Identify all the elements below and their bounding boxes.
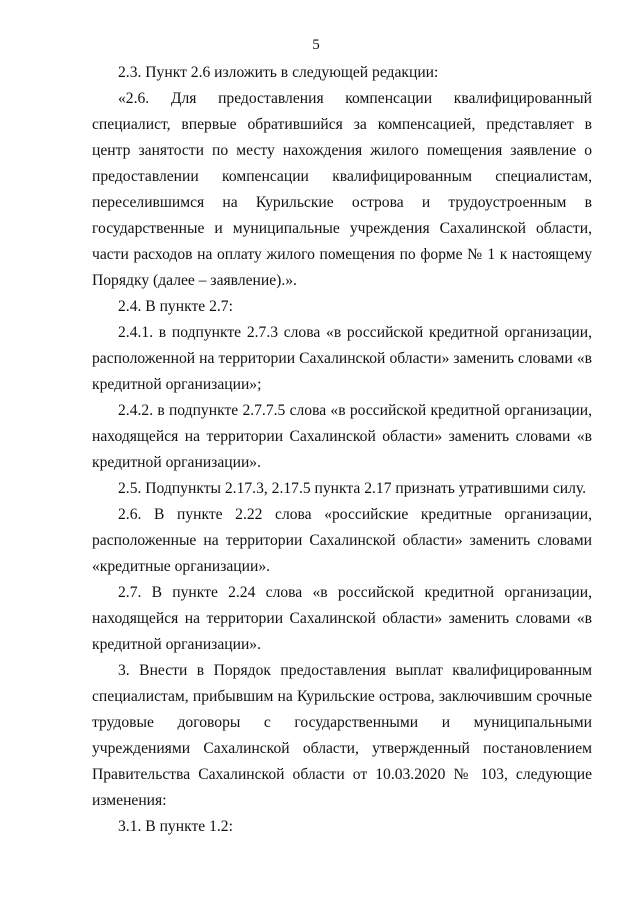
- paragraph-2-3: 2.3. Пункт 2.6 изложить в следующей редакции:: [118, 64, 439, 81]
- paragraph-2-6: 2.6. В пункте 2.22 слова «российские кредитные организации, расположенные на территории Сахалинской области» заменить словами «кредитные организации».: [92, 506, 592, 575]
- page-number: 5: [312, 37, 320, 53]
- paragraph-2-4-2: 2.4.2. в подпункте 2.7.7.5 слова «в российской кредитной организации, находящейся на территории Сахалинской области» заменить словами «в кредитной организации».: [92, 402, 592, 471]
- paragraph-2-5: 2.5. Подпункты 2.17.3, 2.17.5 пункта 2.17 признать утратившими силу.: [118, 480, 587, 497]
- paragraph-2-4: 2.4. В пункте 2.7:: [118, 298, 233, 315]
- paragraph-3-1: 3.1. В пункте 1.2:: [118, 818, 233, 835]
- paragraph-2-4-1: 2.4.1. в подпункте 2.7.3 слова «в российской кредитной организации, расположенной на территории Сахалинской области» заменить словами «в кредитной организации»;: [92, 324, 592, 393]
- paragraph-2-6-quote: «2.6. Для предоставления компенсации квалифицированный специалист, впервые обратившийся за компенсацией, представляет в центр занятости по месту нахождения жилого помещения заявление о предоставлении компенсации квалифицированным специалистам, переселившимся на Курильские острова и трудоустроенным в государственные и муниципальные учреждения Сахалинской области, части расходов на оплату жилого помещения по форме № 1 к настоящему Порядку (далее – заявление).».: [92, 90, 592, 289]
- paragraph-2-7: 2.7. В пункте 2.24 слова «в российской кредитной организации, находящейся на территории Сахалинской области» заменить словами «в кредитной организации».: [92, 584, 592, 653]
- paragraph-3: 3. Внести в Порядок предоставления выплат квалифицированным специалистам, прибывшим на Курильские острова, заключившим срочные трудовые договоры с государственными и муниципальными учреждениями Сахалинской области, утвержденный постановлением Правительства Сахалинской области от 10.03.2020 № 103, следующие изменения:: [92, 662, 592, 809]
- document-body: [92, 60, 592, 840]
